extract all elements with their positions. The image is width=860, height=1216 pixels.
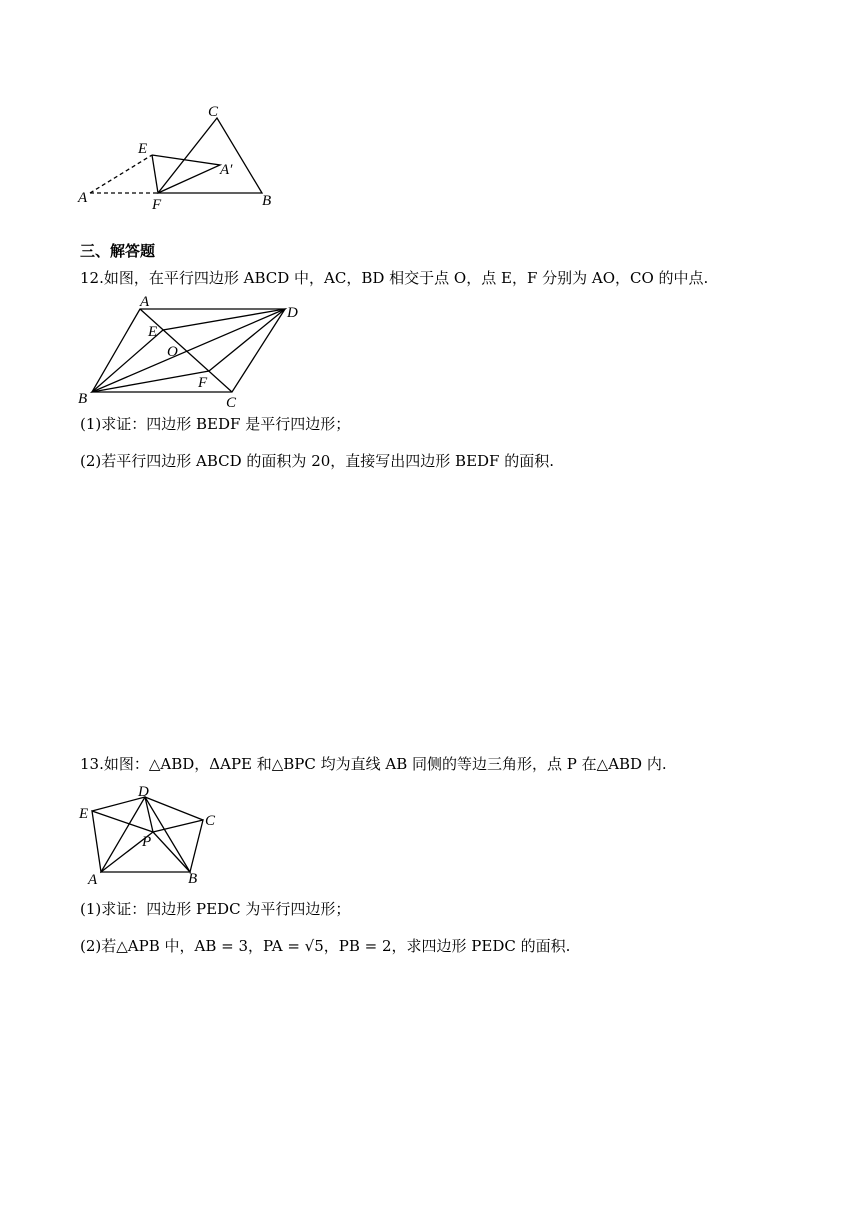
section-heading: 三、解答题 (80, 242, 156, 260)
dashed-ae (90, 155, 152, 193)
question-12-stem: 12.如图，在平行四边形 ABCD 中，AC，BD 相交于点 O，点 E，F 分别为 AO，CO 的中点. (80, 269, 709, 287)
label-b: B (78, 391, 88, 407)
fold-triangle-figure (70, 95, 290, 215)
label-e: E (138, 141, 148, 157)
label-b: B (262, 193, 272, 209)
label-c: C (205, 813, 216, 829)
question-12-part-2: (2)若平行四边形 ABCD 的面积为 20，直接写出四边形 BEDF 的面积. (80, 452, 554, 470)
label-b: B (188, 871, 198, 887)
label-a: A (88, 872, 98, 888)
question-13-part-1: (1)求证：四边形 PEDC 为平行四边形； (80, 900, 351, 918)
triangle-fbc (158, 118, 262, 193)
label-d: D (287, 305, 298, 321)
segment-dp (145, 797, 153, 832)
label-a: A (78, 190, 88, 206)
question-12-part-1: (1)求证：四边形 BEDF 是平行四边形； (80, 415, 351, 433)
label-f: F (198, 375, 208, 391)
question-13-part-2: (2)若△APB 中，AB = 3，PA = √5，PB = 2，求四边形 PEDC 的面积. (80, 937, 571, 955)
label-e: E (148, 324, 158, 340)
diagonal-bd (92, 309, 285, 392)
label-a-prime: A′ (220, 162, 233, 178)
equilateral-triangles-figure (70, 780, 240, 892)
label-f: F (152, 197, 162, 213)
triangle-bpc (153, 820, 203, 872)
label-p: P (142, 834, 152, 850)
label-e: E (79, 806, 89, 822)
label-o: O (167, 344, 178, 360)
diagonal-ac (140, 309, 232, 392)
parallelogram-figure (70, 292, 320, 412)
label-a: A (140, 294, 150, 310)
label-c: C (208, 104, 219, 120)
question-13-stem: 13.如图：△ABD，ΔAPE 和△BPC 均为直线 AB 同侧的等边三角形，点 P 在△ABD 内. (80, 755, 667, 773)
segment-dc (145, 797, 203, 820)
label-c: C (226, 395, 237, 411)
label-d: D (138, 784, 149, 800)
